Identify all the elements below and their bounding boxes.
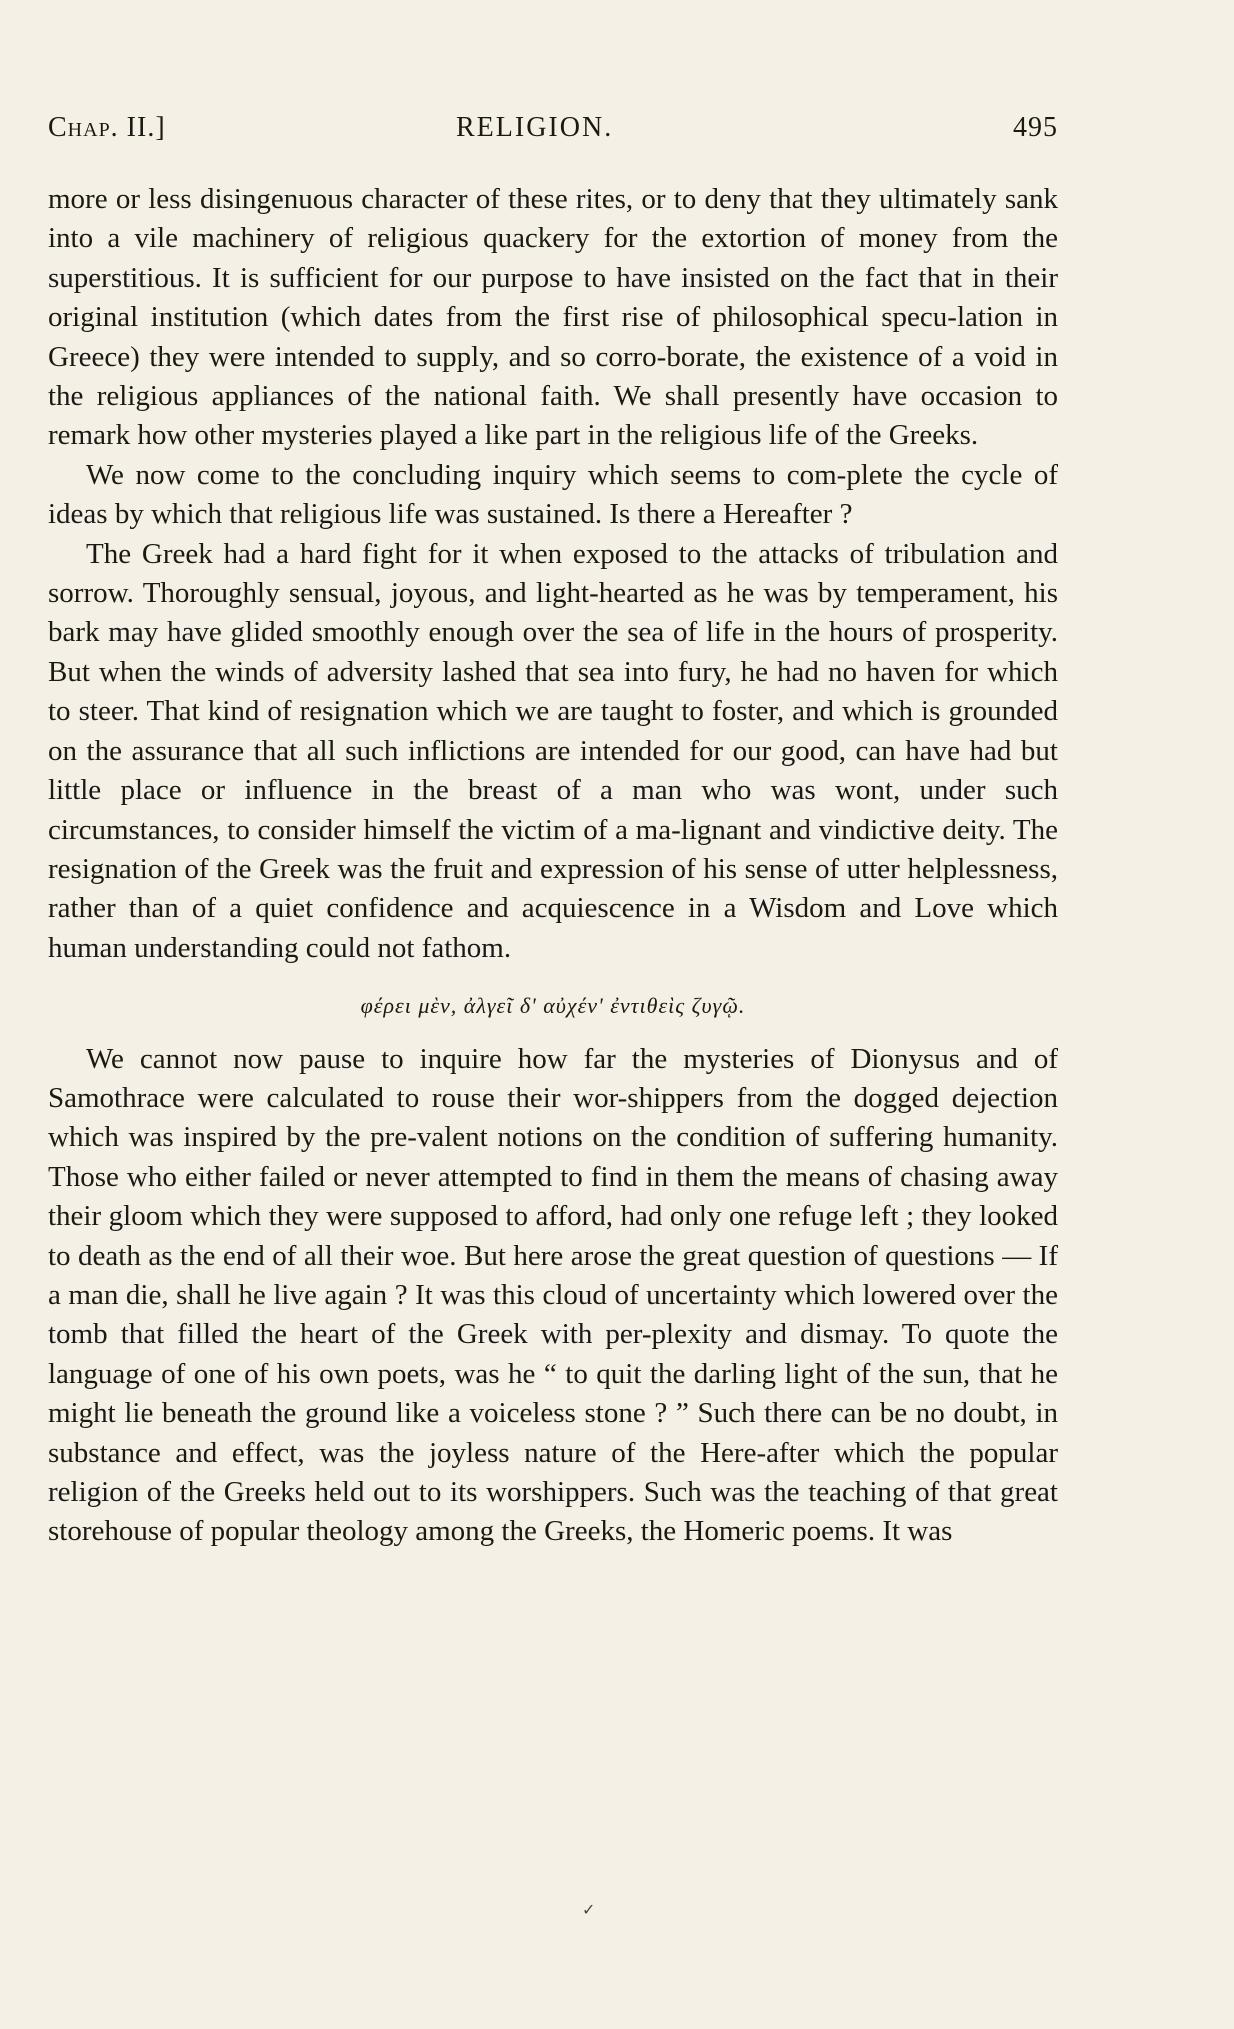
paragraph: more or less disingenuous character of these rites, or to deny that they ultimately sank into a vile machinery of religious quackery for the extortion of money from the superstitious. It is sufficient for our purpose to have insisted on the fact that in their original institution (which dates from the first rise of philosophical specu-lation in Greece) they were intended to supply, and so corro-borate, the existence of a void in the religious appliances of the national faith. We shall presently have occasion to remark how other mysteries played a like part in the religious life of the Greeks.	[48, 183, 1058, 452]
paragraph: We now come to the concluding inquiry which seems to com-plete the cycle of ideas by which that religious life was sustained. Is there a Hereafter ?	[48, 458, 1058, 531]
page-title: RELIGION.	[456, 112, 614, 143]
print-mark: ✓	[582, 1902, 596, 1919]
body-text	[48, 180, 1058, 1552]
page-number: 495	[1013, 112, 1058, 143]
chapter-label: Chap. II.]	[48, 112, 166, 143]
running-head	[48, 112, 1058, 160]
book-page	[48, 112, 1058, 1552]
paragraph: The Greek had a hard fight for it when exposed to the attacks of tribulation and sorrow. Thoroughly sensual, joyous, and light-hearted as he was by temperament, his bark may have glided smoothly enough over the sea of life in the hours of prosperity. But when the winds of adversity lashed that sea into fury, he had no haven for which to steer. That kind of resignation which we are taught to foster, and which is grounded on the assurance that all such inflictions are intended for our good, can have had but little place or influence in the breast of a man who was wont, under such circumstances, to consider himself the victim of a ma-lignant and vindictive deity. The resignation of the Greek was the fruit and expression of his sense of utter helplessness, rather than of a quiet confidence and acquiescence in a Wisdom and Love which human understanding could not fathom.	[48, 537, 1058, 964]
greek-quotation: φέρει μὲν, ἀλγεῖ δ' αὐχέν' ἐντιθεὶς ζυγῷ.	[360, 993, 746, 1019]
paragraph: We cannot now pause to inquire how far the mysteries of Dionysus and of Samothrace were calculated to rouse their wor-shippers from the dogged dejection which was inspired by the pre-valent notions on the condition of suffering humanity. Those who either failed or never attempted to find in them the means of chasing away their gloom which they were supposed to afford, had only one refuge left ; they looked to death as the end of all their woe. But here arose the great question of questions — If a man die, shall he live again ? It was this cloud of uncertainty which lowered over the tomb that filled the heart of the Greek with per-plexity and dismay. To quote the language of one of his own poets, was he “ to quit the darling light of the sun, that he might lie beneath the ground like a voiceless stone ? ” Such there can be no doubt, in substance and effect, was the joyless nature of the Here-after which the popular religion of the Greeks held out to its worshippers. Such was the teaching of that great storehouse of popular theology among the Greeks, the Homeric poems. It was	[48, 1042, 1058, 1548]
